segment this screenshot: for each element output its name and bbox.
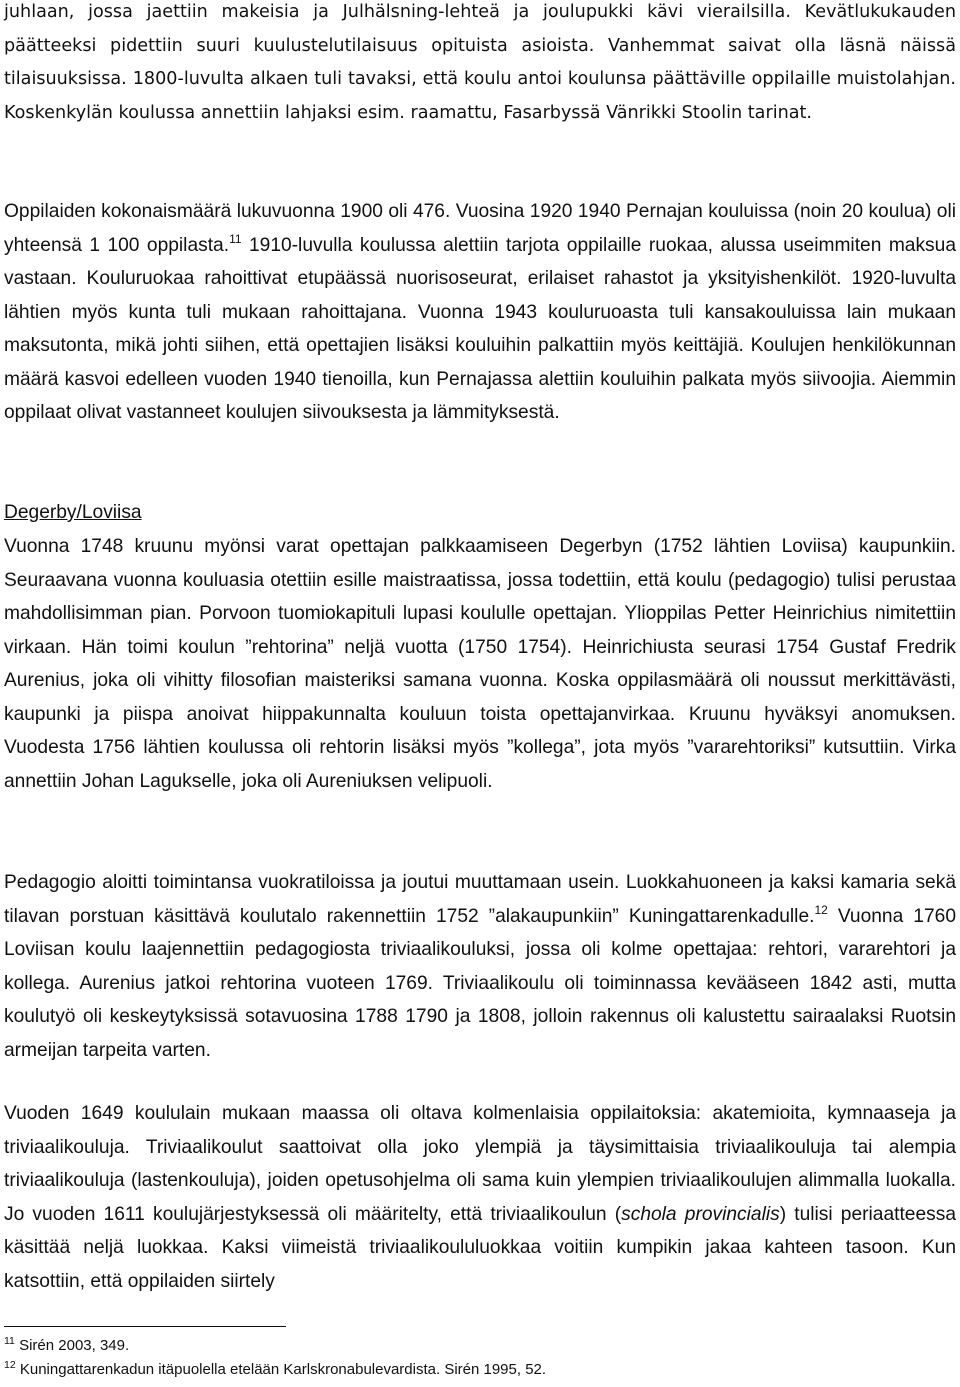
paragraph-pupil-numbers: Oppilaiden kokonaismäärä lukuvuonna 1900 oli 476. Vuosina 1920 1940 Pernajan kouluissa (noin 20 koulua) oli yhteensä 1 100 oppilasta.$^{11}$ 1910-luvulla koulussa alettiin tarjota oppilaille ruokaa, alussa useimmiten maksua vastaan. Kouluruokaa rahoittivat etupäässä nuorisoseurat, erilaiset rahastot ja yksityishenkilöt. 1920-luvulta lähtien myös kunta tuli mukaan rahoittajana. Vuonna 1943 kouluruoasta tuli kansakouluissa lain mukaan maksutonta, mikä johti siihen, että opettajien lisäksi kouluihin palkattiin myös keittäjiä. Koulujen henkilökunnan määrä kasvoi edelleen vuoden 1940 tienoilla, kun Pernajassa alettiin kouluihin palkata myös siivoojia. Aiemmin oppilaat olivat vastanneet koulujen siivouksesta ja lämmityksestä. bbox=[4, 201, 956, 423]
footnote-ref-12[interactable]: 12 bbox=[814, 902, 828, 917]
footnote-ref-11[interactable]: 11 bbox=[229, 231, 242, 246]
paragraph-school-celebrations: juhlaan, jossa jaettiin makeisia ja Julhälsning-lehteä ja joulupukki kävi vierailsilla. Kevätlukukauden päätteeksi pidettiin suuri kuulustelutilaisuus opituista asioista. Vanhemmat saivat olla läsnä näissä tilaisuuksissa. 1800-luvulta alkaen tuli tavaksi, että koulu antoi koulunsa päättäville oppilaille muistolahjan. Koskenkylän koulussa annettiin lahjaksi esim. raamattu, Fasarbyssä Vänrikki Stoolin tarinat. bbox=[4, 2, 956, 123]
paragraph-pedagogio: Pedagogio aloitti toimintansa vuokratiloissa ja joutui muuttamaan usein. Luokkahuoneen ja kaksi kamaria sekä tilavan porstuan käsittävä koulutalo rakennettiin 1752 ”alakaupunkiin” Kuningattarenkadulle.$^{12}$ Vuonna 1760 Loviisan koulu laajennettiin pedagogiosta triviaalikouluksi, jossa oli kolme opettajaa: rehtori, vararehtori ja kollega. Aurenius jatkoi rehtorina vuoteen 1769. Triviaalikoulu oli toiminnassa kevääseen 1842 asti, mutta koulutyö oli keskeytyksissä sotavuosina 1788 1790 ja 1808, jolloin rakennus oli kalustettu sairaalaksi Ruotsin armeijan tarpeita varten. bbox=[4, 872, 956, 1061]
footnote-11: $^{11}$ Sirén 2003, 349. bbox=[4, 1335, 130, 1354]
paragraph-school-law-1649: Vuoden 1649 koululain mukaan maassa oli oltava kolmenlaisia oppilaitoksia: akatemioita, kymnaaseja ja triviaalikouluja. Triviaalikoulut saattoivat olla joko ylempiä ja täysimittaisia triviaalikouluja tai alempia triviaalikouluja (lastenkouluja), joiden opetusohjelma oli sama kuin ylempien triviaalikoulujen alimmalla luokalla. Jo vuoden 1611 koulujärjestyksessä oli määritelty, että triviaalikoulun (schola provincialis) tulisi periaatteessa käsittää neljä luokkaa. Kaksi viimeistä triviaalikoululuokkaa voitiin kumpikin jakaa kahteen tasoon. Kun katsottiin, että oppilaiden siirtely bbox=[4, 1103, 957, 1292]
paragraph-degerby-history: Vuonna 1748 kruunu myönsi varat opettajan palkkaamiseen Degerbyn (1752 lähtien Loviisa) kaupunkiin. Seuraavana vuonna kouluasia otettiin esille maistraatissa, jossa todettiin, että koulu (pedagogio) tulisi perustaa mahdollisimman pian. Porvoon tuomiokapituli lupasi koululle opettajan. Ylioppilas Petter Heinrichius nimitettiin virkaan. Hän toimi koulun ”rehtorina” neljä vuotta (1750 1754). Heinrichiusta seurasi 1754 Gustaf Fredrik Aurenius, joka oli vihitty filosofian maisteriksi samana vuonna. Koska oppilasmäärä oli noussut merkittävästi, kaupunki ja piispa anoivat hiippakunnalta kouluun toista opettajanvirkaa. Kruunu hyväksyi anomuksen. Vuodesta 1756 lähtien koulussa oli rehtorin lisäksi myös ”kollega”, jota myös ”vararehtoriksi” kutsuttiin. Virka annettiin Johan Lagukselle, joka oli Aureniuksen velipuoli. bbox=[4, 536, 956, 792]
section-heading-degerby-loviisa: Degerby/Loviisa bbox=[4, 502, 142, 523]
footnote-12: $^{12}$ Kuningattarenkadun itäpuolella etelään Karlskronabulevardista. Sirén 1995, 52. bbox=[4, 1359, 547, 1378]
footnote-divider bbox=[4, 1326, 286, 1327]
